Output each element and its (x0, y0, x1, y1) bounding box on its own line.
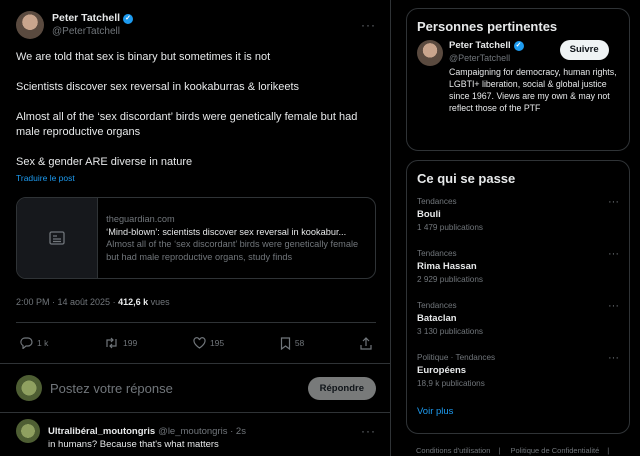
show-more-link[interactable]: Voir plus (417, 406, 454, 417)
submit-reply-button[interactable]: Répondre (308, 377, 376, 400)
repost-button[interactable] (104, 337, 137, 349)
avatar[interactable] (417, 40, 443, 66)
share-icon (360, 337, 372, 350)
bookmark-count: 58 (294, 338, 305, 348)
related-handle[interactable]: @PeterTatchell (449, 53, 511, 63)
trend-item[interactable] (407, 350, 629, 402)
reply-input[interactable]: Postez votre réponse (50, 380, 173, 396)
avatar (16, 375, 42, 401)
verified-icon: ✓ (123, 14, 133, 24)
author-name[interactable]: Peter Tatchell (52, 12, 121, 24)
view-count: 412,6 k (118, 297, 149, 307)
trend-count: 1 479 publications (417, 223, 484, 232)
post-line: Almost all of the ‘sex discordant’ birds were genetically female but had male reproductive organs (16, 111, 358, 138)
trend-category: Politique · Tendances (417, 353, 496, 362)
more-options-icon[interactable]: ··· (608, 248, 619, 260)
trend-name: Européens (417, 365, 467, 376)
trend-count: 2 929 publications (417, 275, 484, 284)
card-domain: theguardian.com (106, 214, 175, 224)
trend-item[interactable] (407, 246, 629, 298)
related-bio: Campaigning for democracy, human rights, LGBTI+ liberation, social & global justice since 1967. Views are my own & may not reflect those of the PTF (449, 67, 617, 113)
post-meta (16, 297, 376, 311)
related-name[interactable]: Peter Tatchell (449, 40, 511, 51)
trend-category: Tendances (417, 301, 457, 310)
heart-icon (193, 337, 206, 349)
like-count: 195 (209, 338, 225, 348)
repost-count: 199 (123, 338, 138, 348)
trends-panel (406, 160, 630, 434)
reply-post (0, 413, 390, 456)
article-icon (17, 198, 98, 278)
reply-composer (0, 364, 390, 413)
post-line: We are told that sex is binary but sometimes it is not (16, 51, 271, 63)
trend-count: 3 130 publications (417, 327, 484, 336)
action-bar (16, 323, 376, 363)
reply-count: 1 k (37, 338, 49, 348)
trend-count: 18,9 k publications (417, 379, 485, 388)
avatar[interactable] (16, 11, 44, 39)
card-title: ‘Mind-blown’: scientists discover sex reversal in kookabur... (106, 226, 347, 237)
footer-links: Conditions d'utilisation | Politique de Confidentialité | (416, 446, 610, 455)
repost-icon (104, 337, 119, 349)
trend-category: Tendances (417, 197, 457, 206)
views-label: vues (148, 297, 170, 307)
timestamp[interactable]: 2:00 PM · 14 août 2025 · (16, 297, 119, 307)
share-button[interactable] (360, 337, 372, 350)
privacy-link[interactable]: Politique de Confidentialité (510, 446, 600, 455)
reply-author-name[interactable]: Ultralibéral_moutongris (48, 425, 156, 437)
trend-name: Bataclan (417, 313, 457, 324)
reply-author-handle[interactable]: @le_moutongris · 2s (158, 425, 246, 437)
main-post (0, 0, 390, 363)
panel-title: Ce qui se passe (417, 171, 516, 186)
follow-button[interactable]: Suivre (560, 40, 609, 60)
card-description: Almost all of the ‘sex discordant’ birds were genetically female but had male reproductive organs, study finds (106, 239, 359, 262)
terms-link[interactable]: Conditions d'utilisation (416, 446, 491, 455)
bookmark-icon (280, 337, 291, 350)
post-line: Scientists discover sex reversal in kookaburras & lorikeets (16, 81, 300, 93)
trend-category: Tendances (417, 249, 457, 258)
like-button[interactable] (193, 337, 224, 349)
more-options-icon[interactable]: ··· (608, 196, 619, 208)
more-options-icon[interactable]: ··· (361, 424, 376, 438)
reply-button[interactable] (20, 337, 48, 349)
post-text (16, 50, 376, 170)
reply-icon (20, 337, 33, 349)
post-header (16, 10, 376, 40)
trend-item[interactable] (407, 298, 629, 350)
bookmark-button[interactable] (280, 337, 304, 350)
more-options-icon[interactable]: ··· (608, 352, 619, 364)
author-handle[interactable]: @PeterTatchell (52, 26, 120, 37)
trend-item[interactable] (407, 194, 629, 246)
related-people-panel (406, 8, 630, 151)
author-block (52, 12, 133, 38)
right-sidebar (406, 0, 630, 455)
reply-text: in humans? Because that's what matters (48, 439, 219, 450)
link-card[interactable] (16, 197, 376, 279)
more-options-icon[interactable]: ··· (361, 18, 376, 32)
trend-name: Rima Hassan (417, 261, 477, 272)
panel-title: Personnes pertinentes (417, 19, 558, 34)
post-line: Sex & gender ARE diverse in nature (16, 156, 193, 168)
translate-link[interactable]: Traduire le post (16, 173, 75, 183)
avatar[interactable] (16, 419, 40, 443)
more-options-icon[interactable]: ··· (608, 300, 619, 312)
verified-icon: ✓ (514, 41, 524, 51)
trend-name: Bouli (417, 209, 441, 220)
